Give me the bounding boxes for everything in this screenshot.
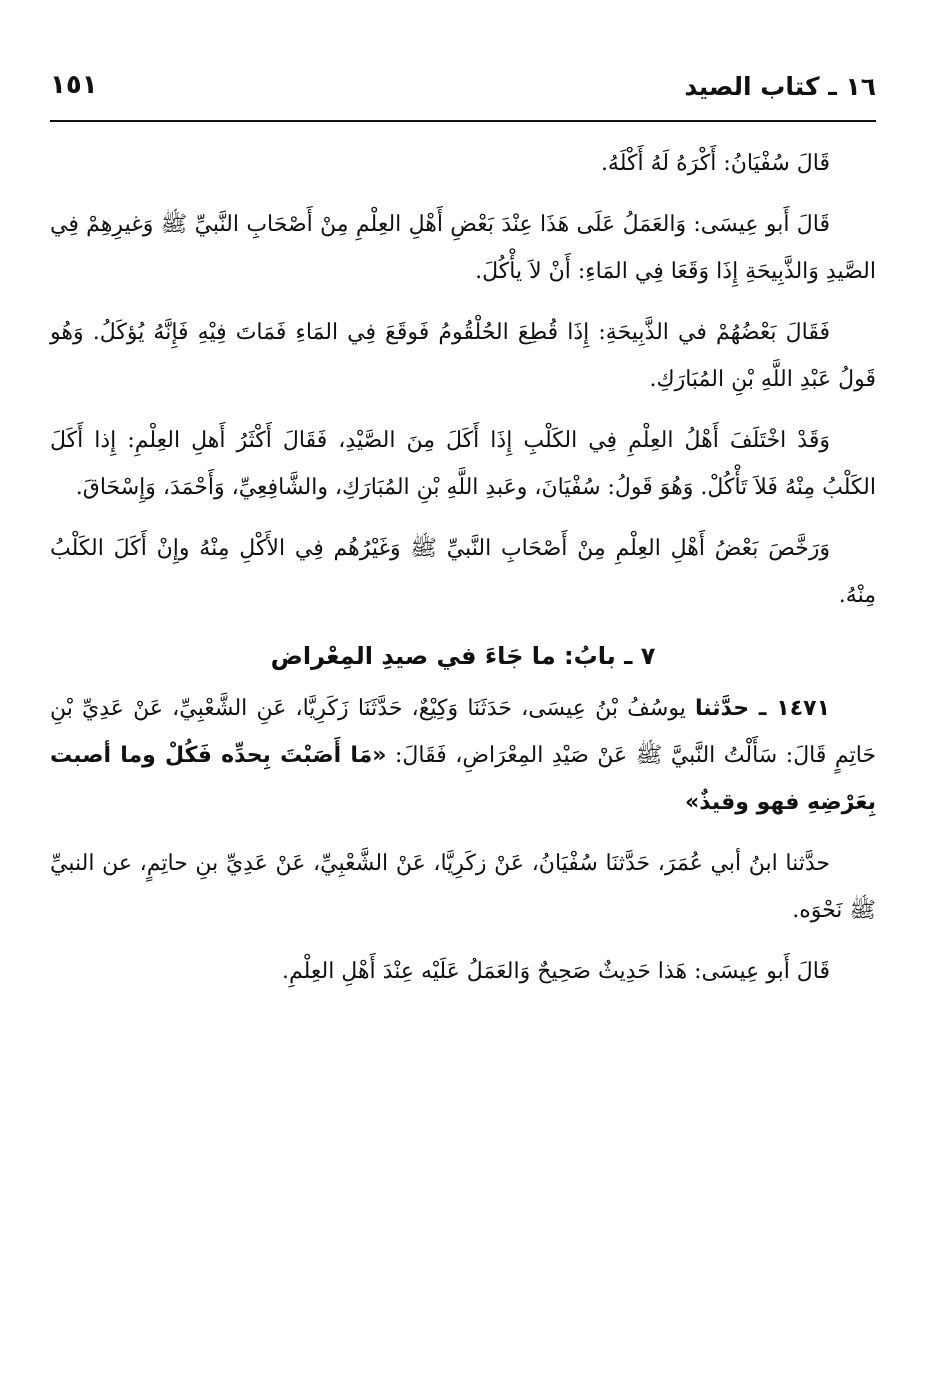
page-header bbox=[50, 66, 876, 118]
hadith-isnad: يوسُفُ بْنُ عِيسَى، حَدَثَنَا وَكِيْعٌ، حَدَّثَنَا زَكَرِيَّا، عَنِ الشَّعْبِيِّ، عَنْ عَدِيِّ بْنِ حَاتِمٍ قَالَ: سَأَلْتُ النَّبيَّ ﷺ عَنْ صَيْدِ المِعْرَاضِ، فَقَالَ: bbox=[50, 696, 876, 768]
paragraph: قَالَ سُفْيَانُ: أَكْرَهُ لَهُ أَكْلَهُ. bbox=[600, 151, 830, 176]
paragraph: فَقَالَ بَعْضُهُمْ في الذَّبِيحَةِ: إِذَا قُطِعَ الحُلْقُومُ فَوقَعَ فِي المَاءِ فَمَاتَ فِيْهِ فَإِنَّهُ يُؤكَلُ. وَهُو قَولُ عَبْدِ اللَّهِ بْنِ المُبَارَكِ. bbox=[50, 320, 876, 392]
paragraph: وَرَخَّصَ بَعْضُ أَهْلِ العِلْمِ مِنْ أَصْحَابِ النَّبيِّ ﷺ وَغَيْرُهُم فِي الأَكْلِ مِنْهُ وإِنْ أَكَلَ الكَلْبُ مِنْهُ. bbox=[50, 536, 876, 608]
header-rule bbox=[50, 120, 876, 122]
haddathana-word: حدَّثنا bbox=[695, 696, 750, 721]
paragraph: قَالَ أَبو عِيسَى: وَالعَمَلُ عَلَى هَذَا عِنْدَ بَعْضِ أَهْلِ العِلْمِ مِنْ أَصْحَابِ النَّبيِّ ﷺ وَغيرِهِمْ فِي الصَّيدِ وَالذَّبِيحَةِ إِذَا وَقَعَا فِي المَاءِ: أَنْ لاَ يأْكُلَ. bbox=[50, 212, 876, 284]
page-body bbox=[50, 140, 876, 1009]
hadith-number: ١٤٧١ bbox=[776, 696, 831, 721]
hadith-matn: «مَا أَصَبْتَ بِحدِّه فَكُلْ وما أصبت بِعَرْضِهِ فهو وقيذٌ» bbox=[50, 743, 876, 815]
paragraph: حدَّثنا ابنُ أبي عُمَرَ، حَدَّثنَا سُفْيَانُ، عَنْ زكَرِيَّا، عَنْ الشَّعْبِيِّ، عَنْ عَدِيِّ بنِ حاتِمٍ، عن النبيِّ ﷺ نَحْوَه. bbox=[50, 851, 876, 923]
running-title: ١٦ ـ كتاب الصيد bbox=[684, 72, 876, 101]
page-number: ١٥١ bbox=[50, 70, 98, 100]
paragraph: قَالَ أَبو عِيسَى: هَذا حَدِيثٌ صَحِيحٌ وَالعَمَلُ عَلَيْه عِنْدَ أَهْلِ العِلْمِ. bbox=[281, 959, 830, 984]
chapter-heading: ٧ ـ بابُ: ما جَاءَ في صيدِ المِعْراض bbox=[270, 642, 656, 670]
hadith-separator: ـ bbox=[749, 696, 777, 721]
hadith-paragraph bbox=[50, 685, 876, 826]
paragraph: وَقَدْ اخْتَلَفَ أَهْلُ العِلْمِ فِي الكَلْبِ إِذَا أَكَلَ مِنَ الصَّيْدِ، فَقَالَ أَكْثَرُ أَهلِ العِلْمِ: إِذا أَكَلَ الكَلْبُ مِنْهُ فَلاَ تَأْكُلْ. وَهُوَ قَولُ: سُفْيَانَ، وعَبدِ اللَّهِ بْنِ المُبَارَكِ، والشَّافِعِيِّ، وَأَحْمَدَ، وَإِسْحَاقَ. bbox=[50, 428, 876, 500]
